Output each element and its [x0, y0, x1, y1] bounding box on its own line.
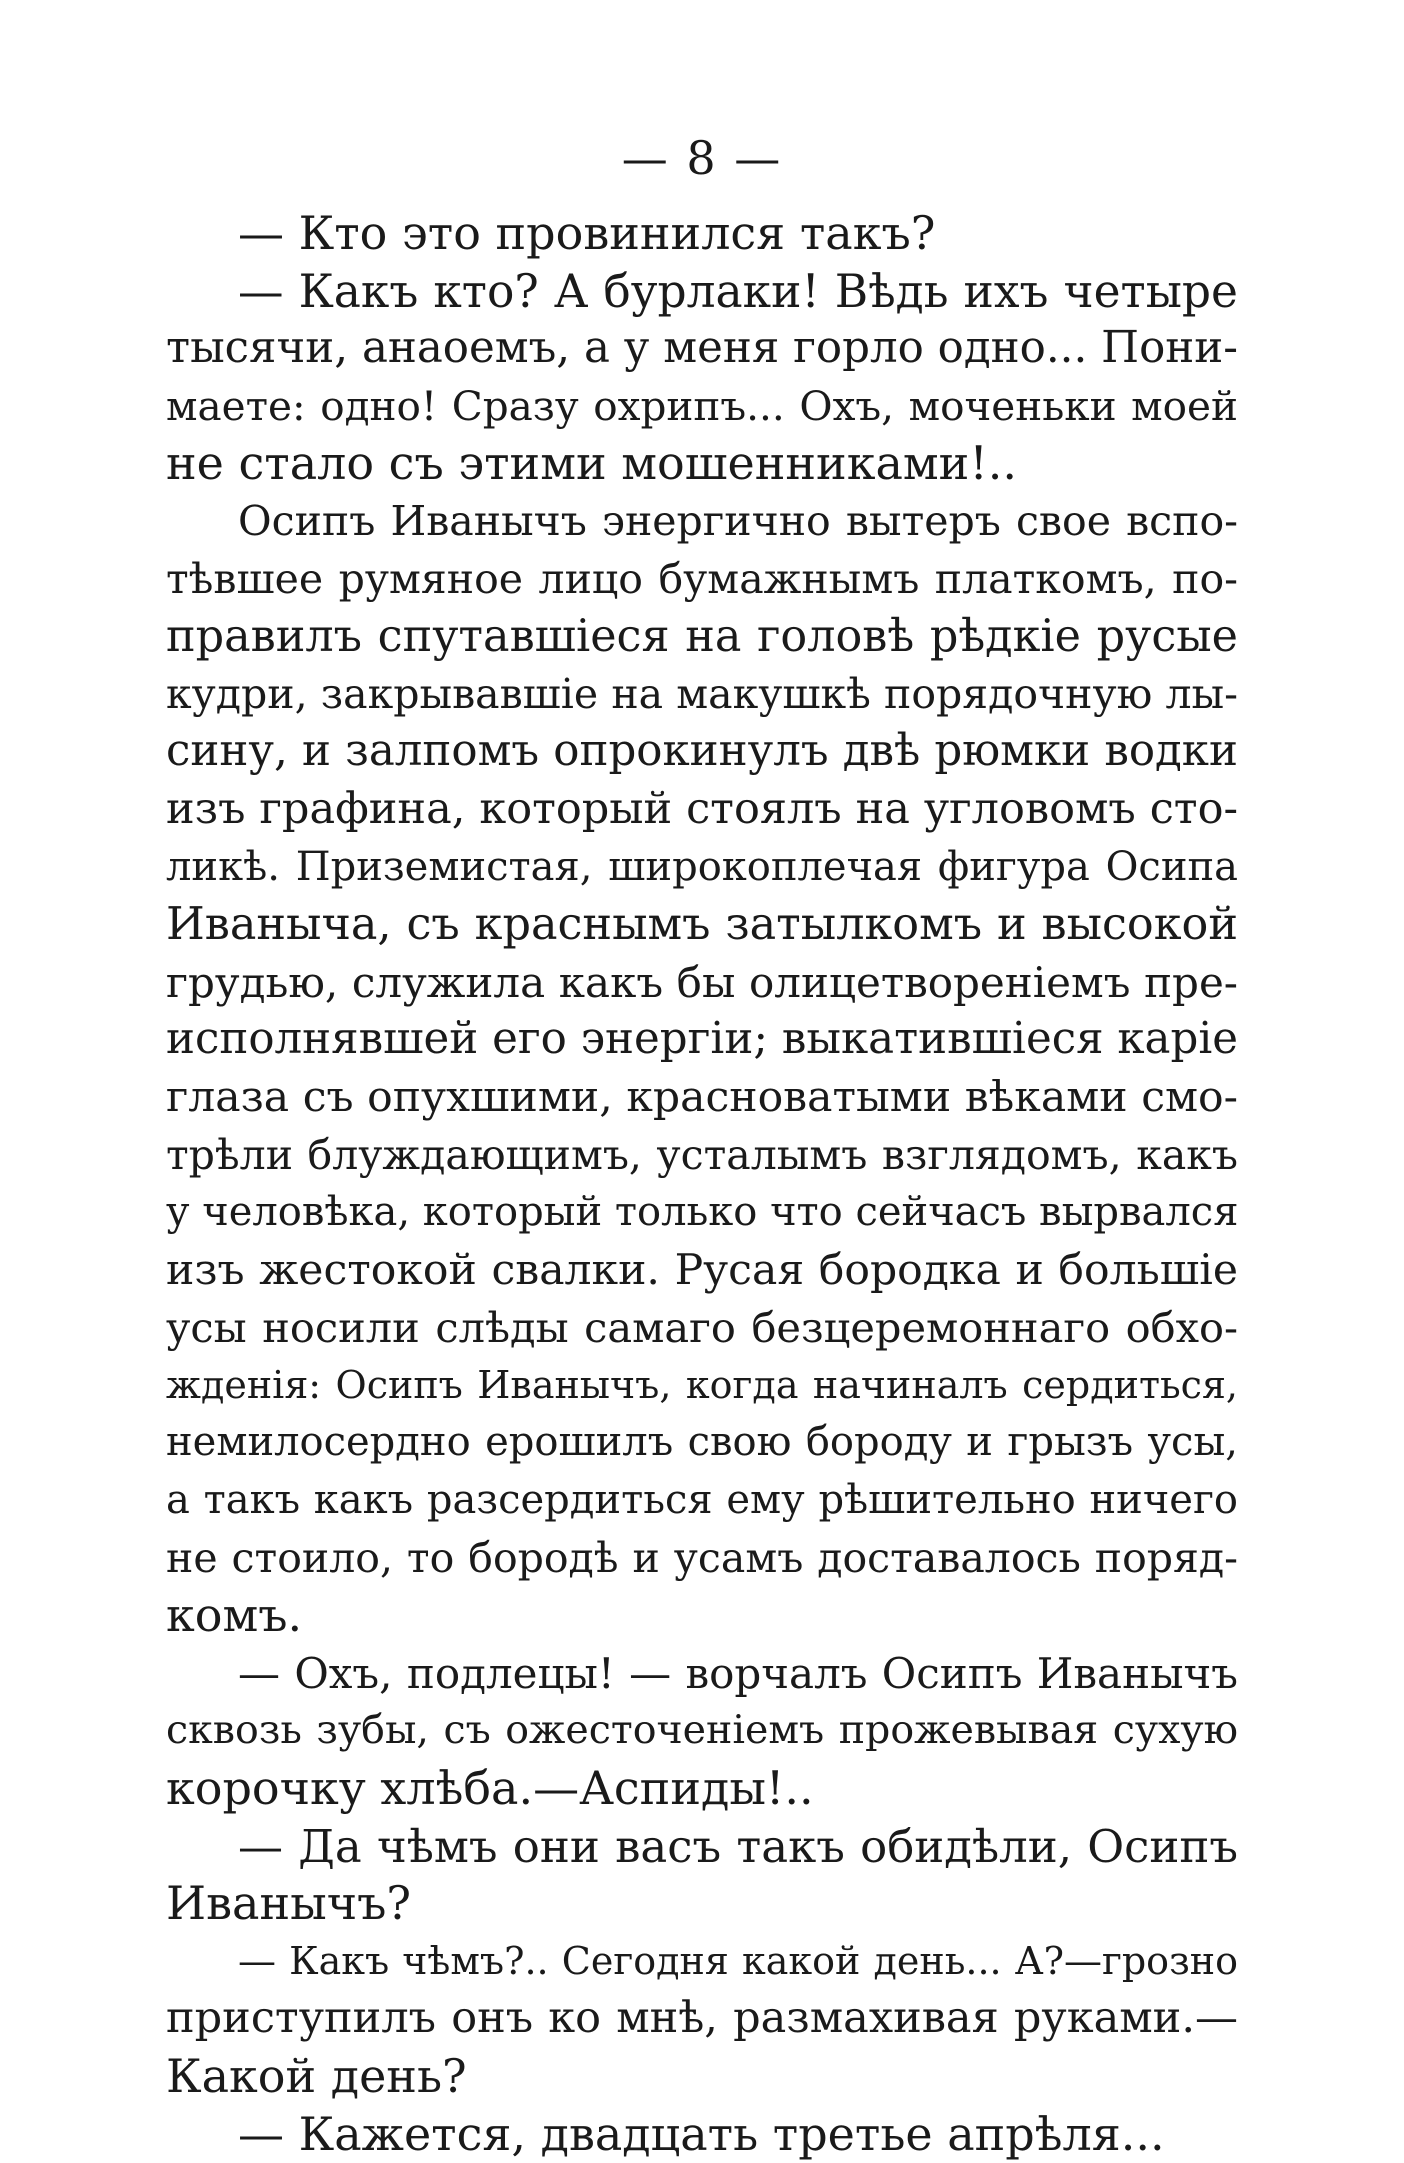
text-line: — Какъ кто? А бурлаки! Вѣдь ихъ четыре — [238, 264, 1238, 318]
text-line: приступилъ онъ ко мнѣ, размахивая руками.— — [166, 1993, 1238, 2044]
text-line: не стоило, то бородѣ и усамъ доставалось поряд- — [166, 1533, 1238, 1582]
text-line: Иванычъ? — [166, 1876, 412, 1931]
text-line: кудри, закрывавшіе на макушкѣ порядочную лы- — [166, 669, 1238, 718]
text-line: комъ. — [166, 1588, 303, 1643]
text-line: — Кажется, двадцать третье апрѣля... — [238, 2106, 1165, 2161]
text-line: исполнявшей его энергіи; выкатившіеся каріе — [166, 1014, 1238, 1065]
text-line: правилъ спутавшіеся на головѣ рѣдкіе русые — [166, 611, 1238, 663]
text-line: грудью, служила какъ бы олицетвореніемъ пре- — [166, 957, 1238, 1007]
text-line: — Какъ чѣмъ?.. Сегодня какой день... А?—грозно — [238, 1938, 1238, 1983]
text-line: корочку хлѣба.—Аспиды!.. — [166, 1761, 814, 1816]
text-line: у человѣка, который только что сейчасъ вырвался — [166, 1189, 1239, 1236]
text-line: — Кто это провинился такъ? — [238, 206, 936, 260]
text-line: Какой день? — [166, 2049, 467, 2103]
text-line: а такъ какъ разсердиться ему рѣшительно ничего — [166, 1477, 1238, 1524]
text-line: — Да чѣмъ они васъ такъ обидѣли, Осипъ — [238, 1819, 1238, 1873]
text-line: тысячи, анаоемъ, а у меня горло одно... Пони- — [166, 323, 1238, 374]
text-line: немилосердно ерошилъ свою бороду и грызъ усы, — [166, 1419, 1238, 1466]
text-line: усы носили слѣды самаго безцеремоннаго обхо- — [166, 1303, 1238, 1353]
body-text — [166, 205, 1238, 2163]
text-line: — Охъ, подлецы! — ворчалъ Осипъ Иванычъ — [238, 1648, 1238, 1698]
text-line: глаза съ опухшими, красноватыми вѣками смо- — [166, 1072, 1238, 1122]
text-line: трѣли блуждающимъ, усталымъ взглядомъ, какъ — [166, 1130, 1238, 1179]
text-line: изъ графина, который стоялъ на угловомъ сто- — [166, 783, 1238, 834]
text-line: жденія: Осипъ Иванычъ, когда начиналъ сердиться, — [166, 1362, 1238, 1407]
text-line: ликѣ. Приземистая, широкоплечая фигура Осипа — [166, 843, 1238, 890]
text-line: сквозь зубы, съ ожесточеніемъ прожевывая сухую — [166, 1707, 1238, 1754]
text-line: тѣвшее румяное лицо бумажнымъ платкомъ, по- — [166, 554, 1238, 603]
text-line: сину, и залпомъ опрокинулъ двѣ рюмки водки — [166, 726, 1238, 777]
text-line: не стало съ этими мошенниками!.. — [166, 436, 1018, 491]
text-line: маете: одно! Сразу охрипъ... Охъ, моченьки моей — [166, 381, 1238, 430]
text-line: Осипъ Иванычъ энергично вытеръ свое вспо- — [238, 496, 1238, 545]
text-line: Иваныча, съ краснымъ затылкомъ и высокой — [166, 899, 1238, 951]
page-number: — 8 — — [621, 131, 783, 185]
text-line: изъ жестокой свалки. Русая бородка и большіе — [166, 1245, 1238, 1295]
